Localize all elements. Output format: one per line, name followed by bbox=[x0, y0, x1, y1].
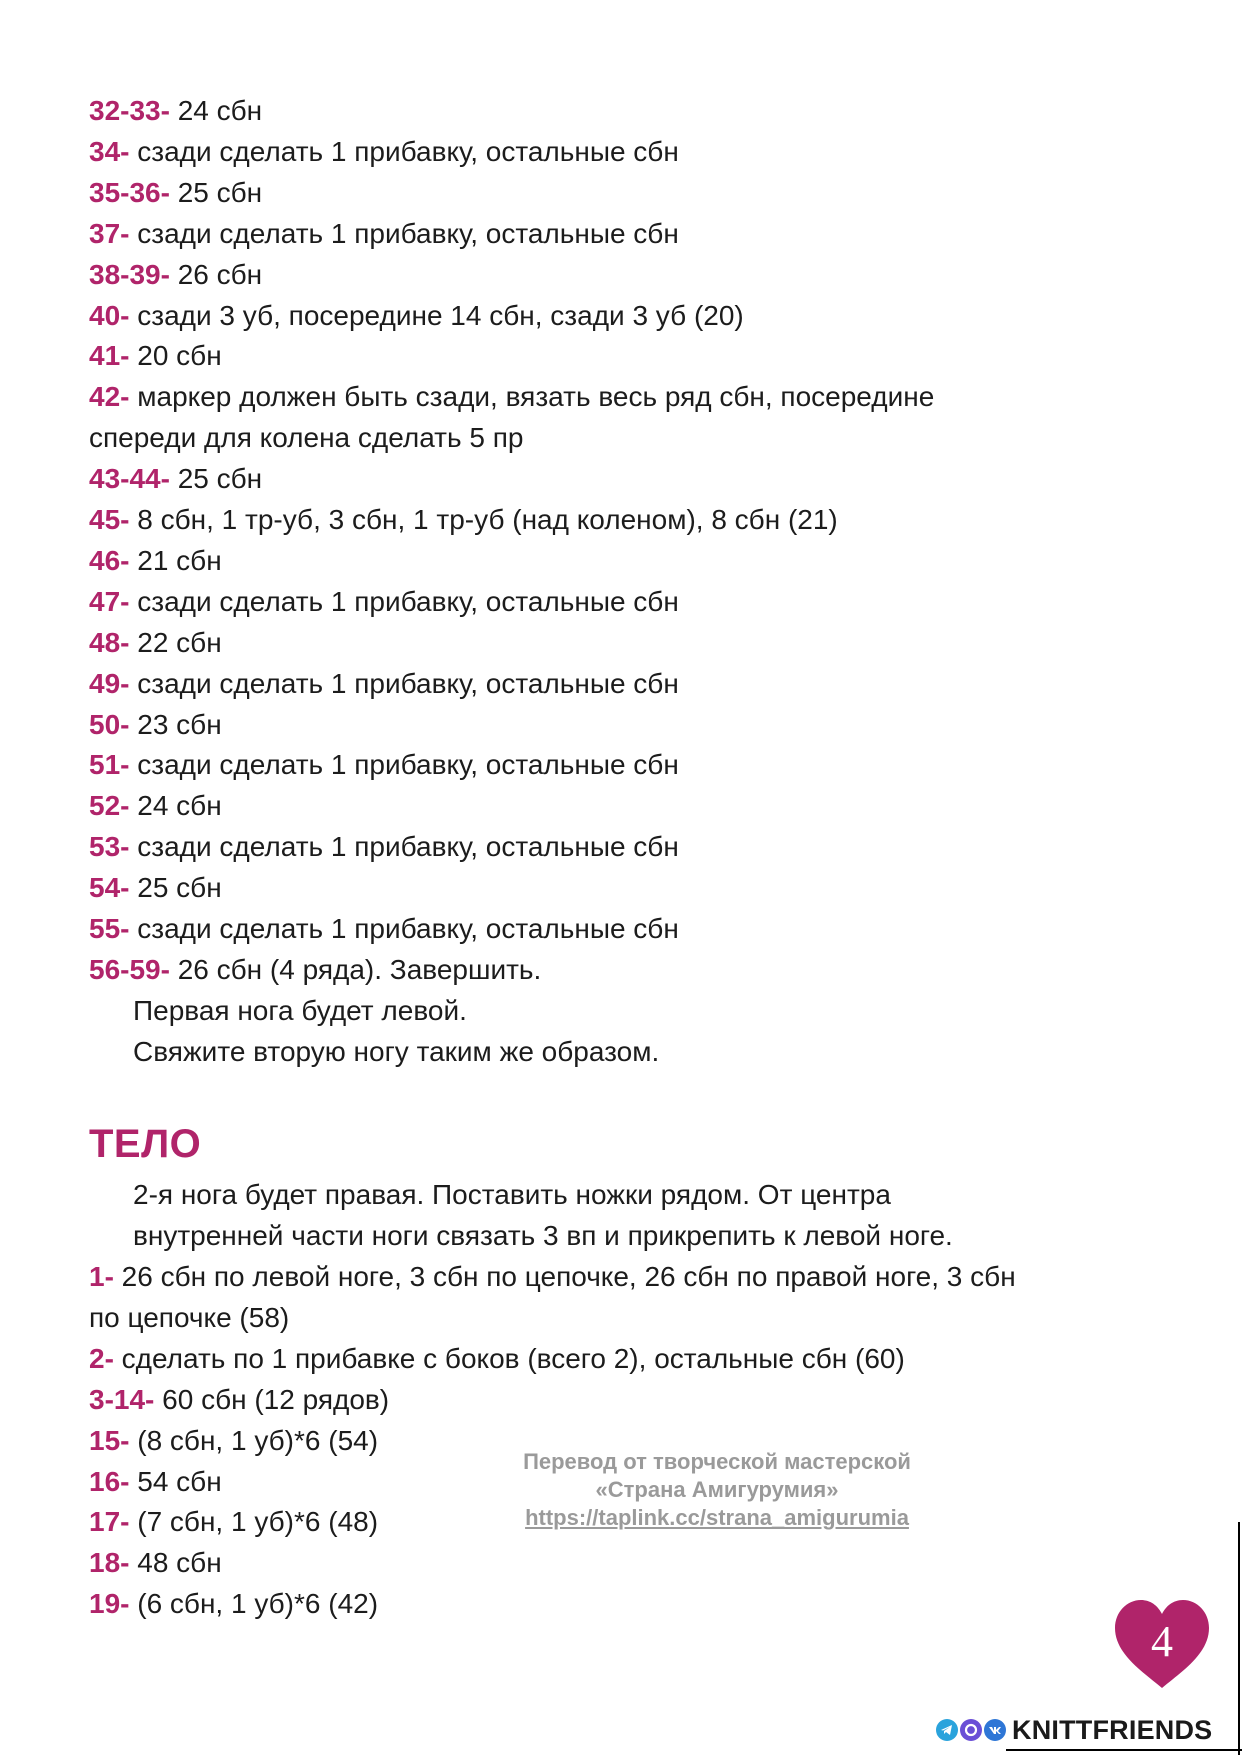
pattern-row bbox=[89, 90, 1169, 131]
row-instruction: 26 сбн (4 ряда). Завершить. bbox=[169, 953, 542, 985]
row-number: 3-14- bbox=[89, 1383, 155, 1415]
pattern-row bbox=[89, 867, 1169, 908]
row-number: 19- bbox=[89, 1588, 130, 1620]
pattern-row bbox=[89, 254, 1169, 295]
row-instruction: сделать по 1 прибавке с боков (всего 2), остальные сбн (60) bbox=[113, 1342, 905, 1374]
row-number: 34- bbox=[89, 135, 130, 167]
row-instruction: спереди для колена сделать 5 пр bbox=[89, 422, 524, 454]
row-number: 49- bbox=[89, 667, 130, 699]
pattern-row bbox=[89, 949, 1169, 990]
pattern-row bbox=[89, 458, 1169, 499]
row-instruction: 23 сбн bbox=[129, 708, 222, 740]
row-instruction: 21 сбн bbox=[129, 544, 222, 576]
translation-watermark bbox=[475, 1448, 959, 1532]
row-number: 2- bbox=[89, 1342, 114, 1374]
pattern-row bbox=[89, 581, 1169, 622]
row-number: 54- bbox=[89, 872, 130, 904]
page-number: 4 bbox=[1151, 1617, 1173, 1666]
row-instruction: 48 сбн bbox=[129, 1547, 222, 1579]
pattern-row bbox=[89, 172, 1169, 213]
row-number: 15- bbox=[89, 1424, 130, 1456]
row-number: 32-33- bbox=[89, 95, 170, 126]
row-instruction: 25 сбн bbox=[129, 872, 222, 904]
row-number: 55- bbox=[89, 913, 130, 944]
row-number: 48- bbox=[89, 626, 130, 658]
pattern-row bbox=[89, 1338, 1169, 1379]
row-instruction: 60 сбн (12 рядов) bbox=[154, 1383, 390, 1415]
row-number: 1- bbox=[89, 1261, 114, 1292]
row-number: 38-39- bbox=[89, 258, 170, 290]
pattern-row bbox=[89, 1256, 1169, 1297]
row-instruction: (7 сбн, 1 уб)*6 (48) bbox=[129, 1506, 379, 1538]
footer-underline bbox=[1006, 1749, 1242, 1751]
note-line: Первая нога будет левой. bbox=[133, 995, 467, 1026]
row-instruction: 25 сбн bbox=[169, 176, 263, 208]
row-instruction: 20 сбн bbox=[129, 340, 222, 372]
row-number: 45- bbox=[89, 504, 130, 535]
row-instruction: 25 сбн bbox=[169, 463, 263, 495]
page-edge-line bbox=[1238, 1522, 1240, 1755]
pattern-row bbox=[89, 1542, 1169, 1583]
row-number: 47- bbox=[89, 585, 130, 617]
row-instruction: маркер должен быть сзади, вязать весь ряд сбн, посередине bbox=[129, 381, 935, 413]
pattern-row bbox=[89, 1379, 1169, 1420]
pattern-row bbox=[89, 499, 1169, 540]
watermark-line: «Страна Амигурумия» bbox=[595, 1477, 839, 1502]
row-instruction: 26 сбн по левой ноге, 3 сбн по цепочке, 26 сбн по правой ноге, 3 сбн bbox=[113, 1261, 1016, 1292]
row-instruction: 24 сбн bbox=[129, 790, 222, 822]
row-number: 16- bbox=[89, 1465, 130, 1497]
row-number: 37- bbox=[89, 217, 130, 249]
telegram-icon[interactable] bbox=[936, 1719, 958, 1741]
row-number: 50- bbox=[89, 708, 130, 740]
row-number: 56-59- bbox=[89, 953, 170, 985]
row-instruction: сзади сделать 1 прибавку, остальные сбн bbox=[129, 749, 679, 781]
row-number: 53- bbox=[89, 831, 130, 863]
row-instruction: (8 сбн, 1 уб)*6 (54) bbox=[129, 1424, 379, 1456]
row-instruction: 8 сбн, 1 тр-уб, 3 сбн, 1 тр-уб (над коленом), 8 сбн (21) bbox=[129, 504, 838, 535]
pattern-row bbox=[89, 622, 1169, 663]
row-instruction: 54 сбн bbox=[129, 1465, 222, 1497]
pattern-row bbox=[89, 417, 1169, 458]
row-instruction: сзади сделать 1 прибавку, остальные сбн bbox=[129, 135, 679, 167]
row-instruction: по цепочке (58) bbox=[89, 1301, 290, 1333]
note-line: Свяжите вторую ногу таким же образом. bbox=[133, 1036, 660, 1067]
pattern-row bbox=[89, 704, 1169, 745]
row-number: 46- bbox=[89, 544, 130, 576]
row-instruction: 26 сбн bbox=[169, 258, 263, 290]
row-instruction: (6 сбн, 1 уб)*6 (42) bbox=[129, 1588, 379, 1620]
pattern-row bbox=[89, 826, 1169, 867]
pattern-row bbox=[89, 335, 1169, 376]
row-instruction: сзади сделать 1 прибавку, остальные сбн bbox=[129, 667, 679, 699]
max-messenger-icon[interactable] bbox=[960, 1719, 982, 1741]
pattern-row bbox=[89, 376, 1169, 417]
pattern-row bbox=[89, 295, 1169, 336]
row-number: 42- bbox=[89, 381, 130, 413]
row-instruction: сзади сделать 1 прибавку, остальные сбн bbox=[129, 913, 679, 944]
row-number: 43-44- bbox=[89, 463, 170, 495]
row-number: 18- bbox=[89, 1547, 130, 1579]
pattern-row bbox=[89, 213, 1169, 254]
row-number: 40- bbox=[89, 299, 130, 331]
watermark-line: Перевод от творческой мастерской bbox=[523, 1449, 911, 1474]
watermark-link[interactable]: https://taplink.cc/strana_amigurumia bbox=[525, 1505, 909, 1530]
pattern-row bbox=[89, 785, 1169, 826]
row-instruction: сзади 3 уб, посередине 14 сбн, сзади 3 уб (20) bbox=[129, 299, 744, 331]
row-instruction: сзади сделать 1 прибавку, остальные сбн bbox=[129, 217, 679, 249]
pattern-row bbox=[89, 1583, 1169, 1624]
body-intro-line: 2-я нога будет правая. Поставить ножки рядом. От центра bbox=[133, 1179, 891, 1210]
brand-name: KNITTFRIENDS bbox=[1012, 1714, 1213, 1745]
row-instruction: сзади сделать 1 прибавку, остальные сбн bbox=[129, 585, 679, 617]
row-instruction: 24 сбн bbox=[169, 95, 263, 126]
pattern-row bbox=[89, 663, 1169, 704]
section-title-body: ТЕЛО bbox=[89, 1122, 202, 1166]
row-number: 52- bbox=[89, 790, 130, 822]
vk-icon[interactable] bbox=[984, 1719, 1006, 1741]
pattern-row bbox=[89, 131, 1169, 172]
pattern-row bbox=[89, 744, 1169, 785]
row-number: 51- bbox=[89, 749, 130, 781]
row-number: 17- bbox=[89, 1506, 130, 1538]
row-number: 41- bbox=[89, 340, 130, 372]
row-instruction: сзади сделать 1 прибавку, остальные сбн bbox=[129, 831, 679, 863]
row-instruction: 22 сбн bbox=[129, 626, 222, 658]
pattern-row bbox=[89, 1297, 1169, 1338]
footer-brand bbox=[936, 1713, 1212, 1747]
body-intro-line: внутренней части ноги связать 3 вп и прикрепить к левой ноге. bbox=[133, 1220, 953, 1251]
pattern-row bbox=[89, 908, 1169, 949]
row-number: 35-36- bbox=[89, 176, 170, 208]
pattern-row bbox=[89, 540, 1169, 581]
